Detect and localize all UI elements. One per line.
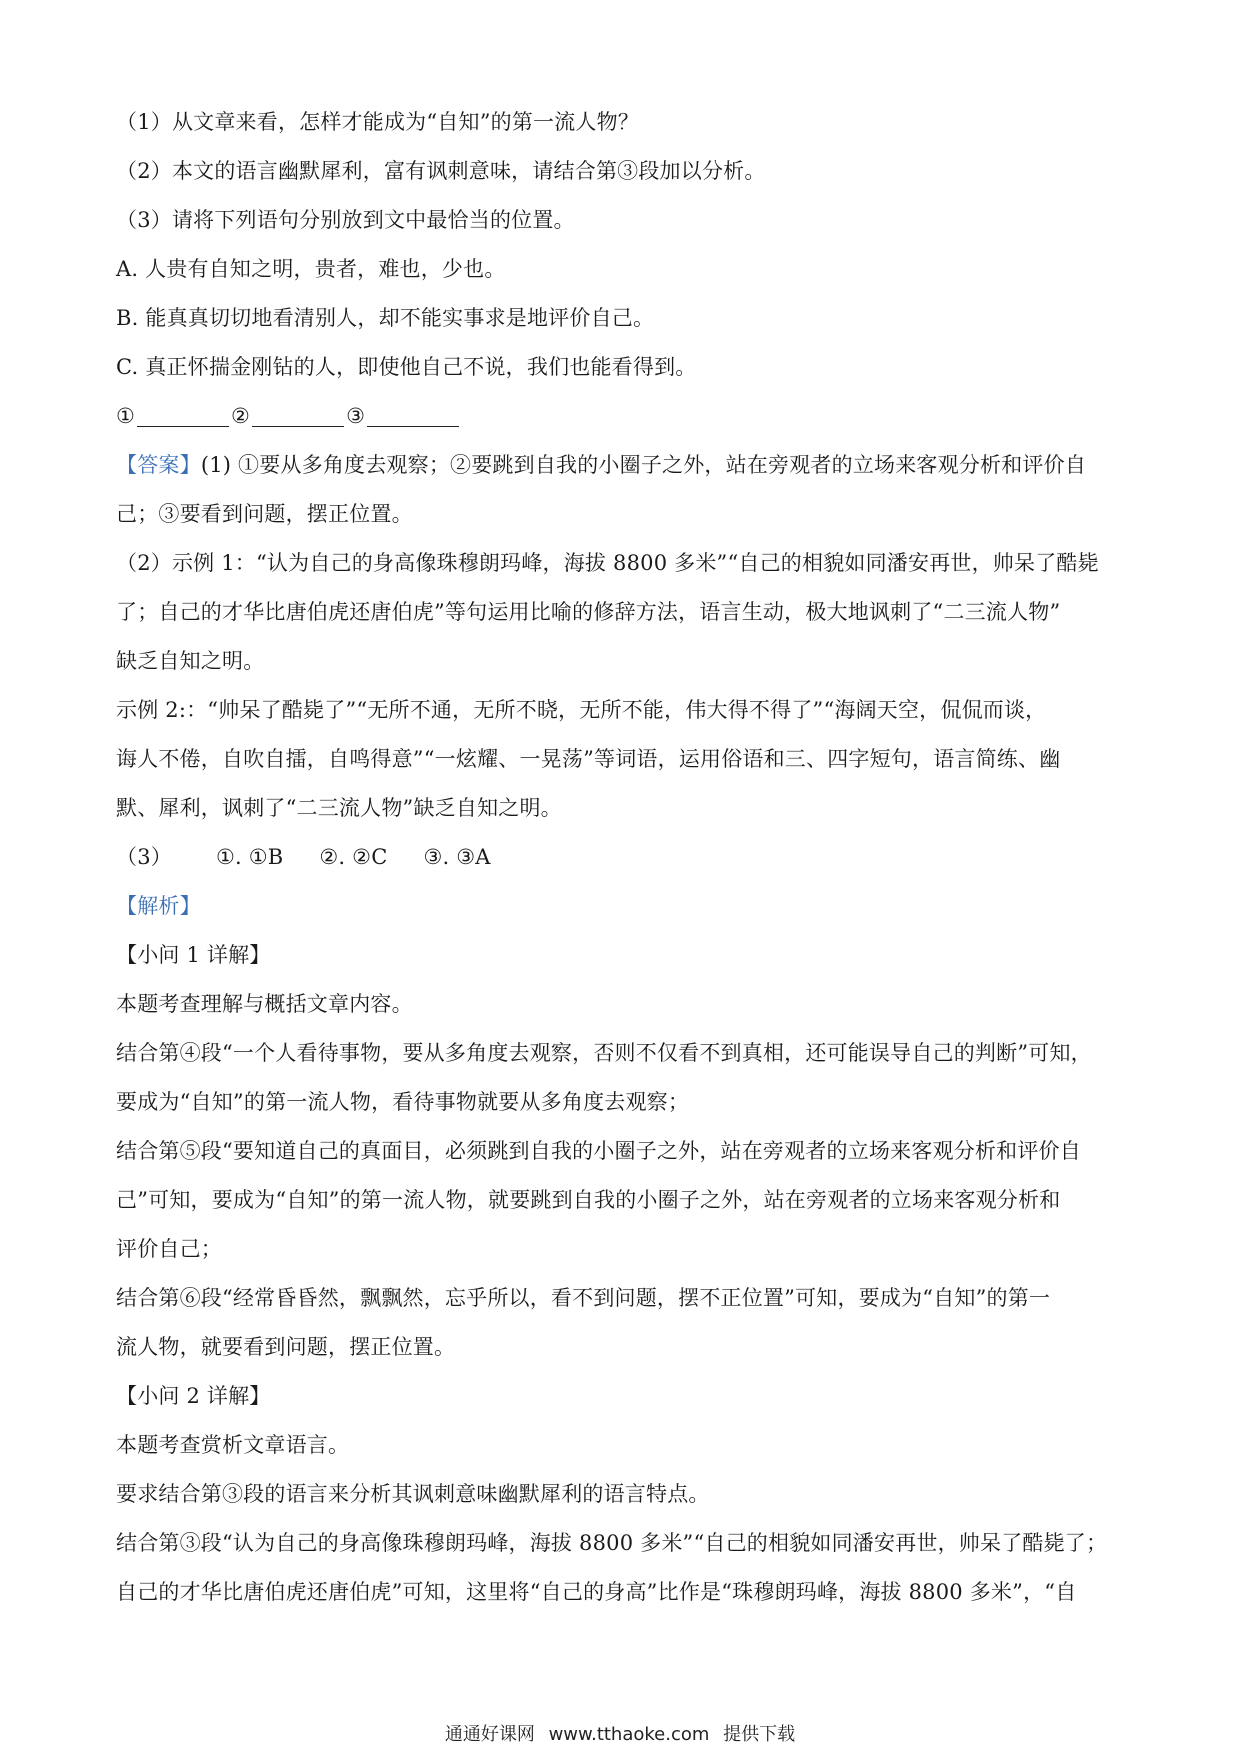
analysis-tag: 【解析】 [116,894,201,918]
answer-3-label: （3） [116,845,172,869]
section-1-line-1: 本题考查理解与概括文章内容。 [116,992,413,1016]
blank-1-label: ① [116,404,136,428]
section-2-line-1: 本题考查赏析文章语言。 [116,1433,350,1457]
section-2-title: 【小问 2 详解】 [116,1384,271,1408]
blank-2-line [252,425,344,427]
answer-line-1 [116,441,1136,490]
fill-blanks [116,392,1136,441]
section-2-line-2: 要求结合第③段的语言来分析其讽刺意味幽默犀利的语言特点。 [116,1482,710,1506]
answer-3-b: ②. ②C [319,845,388,869]
section-1-line-6: 评价自己； [116,1237,222,1261]
page-footer [0,1720,1240,1746]
answer-tag: 【答案】 [116,453,201,477]
document-content [116,98,1136,1617]
answer-text-1: (1) ①要从多角度去观察；②要跳到自我的小圈子之外，站在旁观者的立场来客观分析和评价自 [200,453,1087,477]
section-1-line-7: 结合第⑥段“经常昏昏然，飘飘然，忘乎所以，看不到问题，摆不正位置”可知，要成为“自知”的第一 [116,1286,1051,1310]
answer-3-c: ③. ③A [423,845,491,869]
answer-line-3: （2）示例 1：“认为自己的身高像珠穆朗玛峰，海拔 8800 多米”“自己的相貌如同潘安再世，帅呆了酷毙 [116,551,1099,575]
answer-line-8: 默、犀利，讽刺了“二三流人物”缺乏自知之明。 [116,796,562,820]
answer-line-2: 己；③要看到问题，摆正位置。 [116,502,413,526]
section-2-line-4: 自己的才华比唐伯虎还唐伯虎”可知，这里将“自己的身高”比作是“珠穆朗玛峰，海拔 8800 多米”，“自 [116,1580,1077,1604]
answer-line-7: 诲人不倦，自吹自擂，自鸣得意”“一炫耀、一晃荡”等词语，运用俗语和三、四字短句，语言简练、幽 [116,747,1061,771]
question-1: （1）从文章来看，怎样才能成为“自知”的第一流人物？ [116,110,640,134]
answer-line-4: 了；自己的才华比唐伯虎还唐伯虎”等句运用比喻的修辞方法，语言生动，极大地讽刺了“二三流人物” [116,600,1061,624]
option-a: A. 人贵有自知之明，贵者，难也，少也。 [116,257,506,281]
blank-2-label: ② [231,404,251,428]
answer-3-a: ①. ①B [215,845,284,869]
section-1-title: 【小问 1 详解】 [116,943,271,967]
section-1-line-2: 结合第④段“一个人看待事物，要从多角度去观察，否则不仅看不到真相，还可能误导自己的判断”可知， [116,1041,1092,1065]
footer-url[interactable]: www.tthaoke.com [548,1724,710,1745]
footer-suffix: 提供下载 [723,1724,796,1745]
section-1-line-5: 己”可知，要成为“自知”的第一流人物，就要跳到自我的小圈子之外，站在旁观者的立场来客观分析和 [116,1188,1061,1212]
blank-1-line [137,425,229,427]
footer-site-name: 通通好课网 [444,1724,535,1745]
answer-line-9 [116,833,1136,882]
section-1-line-8: 流人物，就要看到问题，摆正位置。 [116,1335,456,1359]
blank-3-line [367,425,459,427]
section-1-line-3: 要成为“自知”的第一流人物，看待事物就要从多角度去观察； [116,1090,690,1114]
answer-line-5: 缺乏自知之明。 [116,649,265,673]
question-2: （2）本文的语言幽默犀利，富有讽刺意味，请结合第③段加以分析。 [116,159,766,183]
option-b: B. 能真真切切地看清别人，却不能实事求是地评价自己。 [116,306,655,330]
option-c: C. 真正怀揣金刚钻的人，即使他自己不说，我们也能看得到。 [116,355,697,379]
section-2-line-3: 结合第③段“认为自己的身高像珠穆朗玛峰，海拔 8800 多米”“自己的相貌如同潘安再世，帅呆了酷毙了； [116,1531,1108,1555]
question-3: （3）请将下列语句分别放到文中最恰当的位置。 [116,208,575,232]
answer-line-6: 示例 2:：“帅呆了酷毙了”“无所不通，无所不晓，无所不能，伟大得不得了”“海阔天空，侃侃而谈， [116,698,1047,722]
section-1-line-4: 结合第⑤段“要知道自己的真面目，必须跳到自我的小圈子之外，站在旁观者的立场来客观分析和评价自 [116,1139,1081,1163]
blank-3-label: ③ [346,404,366,428]
